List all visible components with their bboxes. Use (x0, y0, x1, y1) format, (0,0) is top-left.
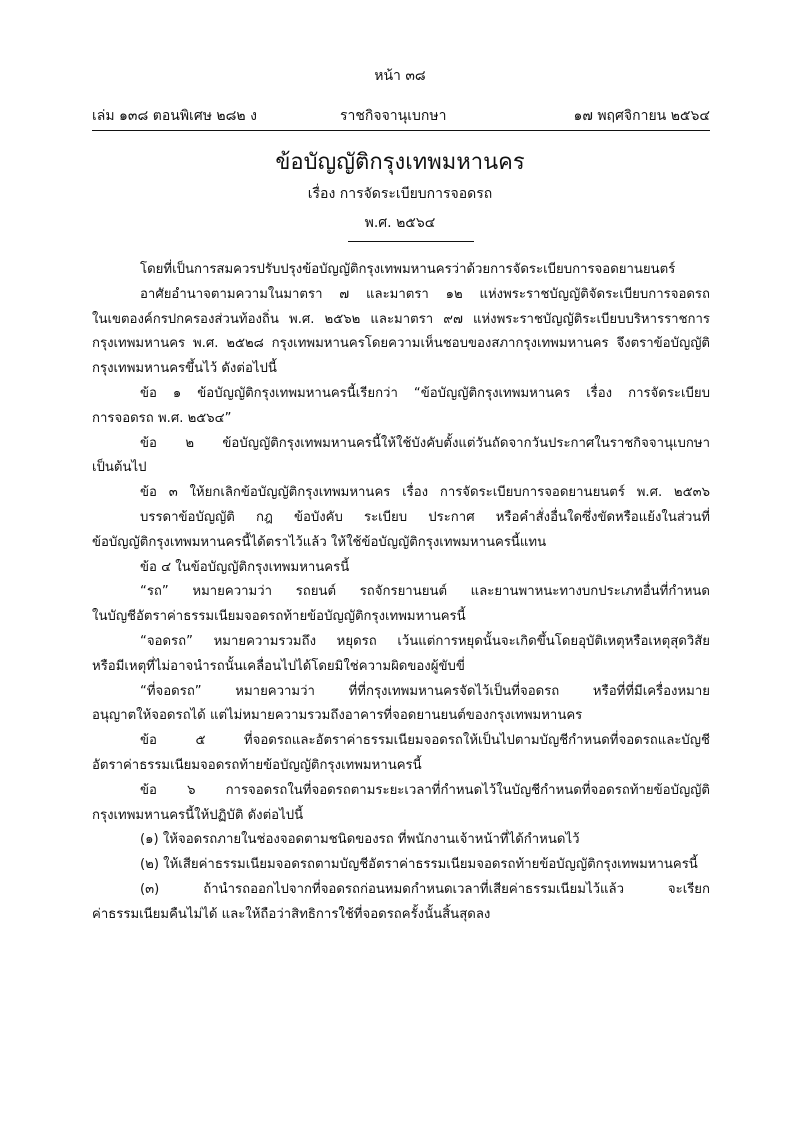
body-line: ข้อบัญญัติกรุงเทพมหานครนี้ได้ตราไว้แล้ว ให้ใช้ข้อบัญญัติกรุงเทพมหานครนี้แทน (92, 534, 547, 550)
title-divider (348, 241, 474, 242)
body-line: กรุงเทพมหานครขึ้นไว้ ดังต่อไปนี้ (92, 361, 277, 377)
document-subject: เรื่อง การจัดระเบียบการจอดรถ (307, 186, 493, 202)
sub-clause-2: (๒) ให้เสียค่าธรรมเนียมจอดรถตามบัญชีอัตราค่าธรรมเนียมจอดรถท้ายข้อบัญญัติกรุงเทพมหานครนี้ (140, 857, 698, 873)
definition-vehicle: “รถ” หมายความว่า รถยนต์ รถจักรยานยนต์ และยานพาหนะทางบกประเภทอื่นที่กำหนด (140, 584, 710, 600)
body-line-preamble: โดยที่เป็นการสมควรปรับปรุงข้อบัญญัติกรุงเทพมหานครว่าด้วยการจัดระเบียบการจอดยานยนตร์ (140, 262, 676, 277)
body-line: ค่าธรรมเนียมคืนไม่ได้ และให้ถือว่าสิทธิการใช้ที่จอดรถครั้งนั้นสิ้นสุดลง (92, 906, 491, 922)
body-line: เป็นต้นไป (92, 460, 147, 476)
clause-1: ข้อ ๑ ข้อบัญญัติกรุงเทพมหานครนี้เรียกว่า “ข้อบัญญัติกรุงเทพมหานคร เรื่อง การจัดระเบียบ (140, 385, 710, 401)
body-line-authority: อาศัยอำนาจตามความในมาตรา ๗ และมาตรา ๑๒ แห่งพระราชบัญญัติจัดระเบียบการจอดรถ (140, 286, 710, 302)
clause-2: ข้อ ๒ ข้อบัญญัติกรุงเทพมหานครนี้ให้ใช้บังคับตั้งแต่วันถัดจากวันประกาศในราชกิจจานุเบกษา (140, 435, 710, 451)
definition-parking: “จอดรถ” หมายความรวมถึง หยุดรถ เว้นแต่การหยุดนั้นจะเกิดขึ้นโดยอุบัติเหตุหรือเหตุสุดวิสัย (140, 633, 710, 649)
clause-3: ข้อ ๓ ให้ยกเลิกข้อบัญญัติกรุงเทพมหานคร เรื่อง การจัดระเบียบการจอดยานยนตร์ พ.ศ. ๒๕๓๖ (140, 485, 710, 501)
definition-parking-place: “ที่จอดรถ” หมายความว่า ที่ที่กรุงเทพมหานครจัดไว้เป็นที่จอดรถ หรือที่ที่มีเครื่องหมาย (140, 683, 710, 699)
body-line: อนุญาตให้จอดรถได้ แต่ไม่หมายความรวมถึงอาคารที่จอดยานยนต์ของกรุงเทพมหานคร (92, 708, 583, 724)
document-title: ข้อบัญญัติกรุงเทพมหานคร (275, 150, 525, 175)
header-divider (92, 130, 710, 131)
sub-clause-1: (๑) ให้จอดรถภายในช่องจอดตามชนิดของรถ ที่พนักงานเจ้าหน้าที่ได้กำหนดไว้ (140, 832, 580, 848)
document-year: พ.ศ. ๒๕๖๔ (364, 215, 436, 231)
body-line: บรรดาข้อบัญญัติ กฎ ข้อบังคับ ระเบียบ ประกาศ หรือคำสั่งอื่นใดซึ่งขัดหรือแย้งในส่วนที่ (140, 509, 710, 525)
document-body (92, 258, 710, 928)
body-line: การจอดรถ พ.ศ. ๒๕๖๔” (92, 410, 232, 426)
clause-5: ข้อ ๕ ที่จอดรถและอัตราค่าธรรมเนียมจอดรถให้เป็นไปตามบัญชีกำหนดที่จอดรถและบัญชี (140, 733, 710, 749)
sub-clause-3: (๓) ถ้านำรถออกไปจากที่จอดรถก่อนหมดกำหนดเวลาที่เสียค่าธรรมเนียมไว้แล้ว จะเรียก (140, 881, 710, 897)
clause-6: ข้อ ๖ การจอดรถในที่จอดรถตามระยะเวลาที่กำหนดไว้ในบัญชีกำหนดที่จอดรถท้ายข้อบัญญัติ (140, 782, 710, 798)
clause-4: ข้อ ๔ ในข้อบัญญัติกรุงเทพมหานครนี้ (140, 559, 350, 575)
body-line: ในเขตองค์กรปกครองส่วนท้องถิ่น พ.ศ. ๒๕๖๒ และมาตรา ๙๗ แห่งพระราชบัญญัติระเบียบบริหารราชการ (92, 311, 710, 327)
gazette-header (92, 106, 710, 126)
body-line: หรือมีเหตุที่ไม่อาจนำรถนั้นเคลื่อนไปได้โดยมิใช่ความผิดของผู้ขับขี่ (92, 658, 465, 674)
page-number: หน้า ๓๘ (374, 68, 426, 84)
gazette-name: ราชกิจจานุเบกษา (340, 108, 447, 124)
volume-issue: เล่ม ๑๓๘ ตอนพิเศษ ๒๘๒ ง (92, 108, 257, 124)
body-line: ในบัญชีอัตราค่าธรรมเนียมจอดรถท้ายข้อบัญญัติกรุงเทพมหานครนี้ (92, 609, 466, 625)
body-line: อัตราค่าธรรมเนียมจอดรถท้ายข้อบัญญัติกรุงเทพมหานครนี้ (92, 757, 422, 773)
body-line: กรุงเทพมหานคร พ.ศ. ๒๕๒๘ กรุงเทพมหานครโดยความเห็นชอบของสภากรุงเทพมหานคร จึงตราข้อบัญญัติ (92, 336, 710, 352)
publication-date: ๑๗ พฤศจิกายน ๒๕๖๔ (573, 108, 710, 124)
body-line: กรุงเทพมหานครนี้ให้ปฏิบัติ ดังต่อไปนี้ (92, 807, 304, 823)
